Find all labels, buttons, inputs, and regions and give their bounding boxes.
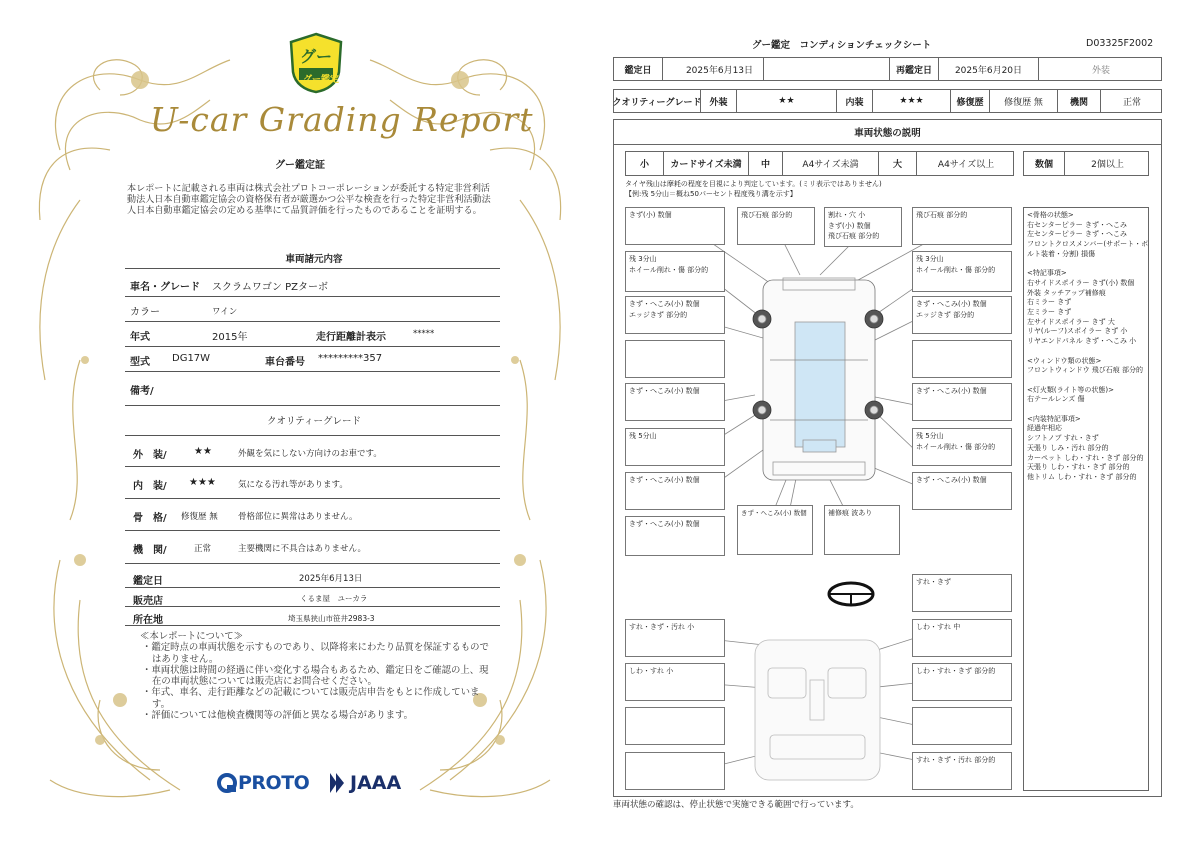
date-label: 鑑定日 [133, 576, 163, 587]
svg-text:グー: グー [299, 47, 333, 66]
legend-large-desc: A4サイズ以上 [916, 152, 1015, 175]
note-box-interior-front-right: しわ・すれ 中 [912, 619, 1012, 657]
legend-small-desc: カードサイズ未満 [663, 152, 748, 175]
proto-logo: PROTO [238, 772, 310, 794]
interior-desc: 気になる汚れ等があります。 [238, 480, 348, 490]
redate-tag: 外装 [1038, 58, 1163, 80]
note-item: ・車両状態は時間の経過に伴い変化する場合もあるため、鑑定日をご確認の上、現在の車両状態については販売店にお問合せください。 [142, 664, 489, 688]
certificate-body: 本レポートに記載される車両は株式会社プロトコーポレーションが委託する特定非営利活動法人日本自動車鑑定協会の資格保有者が厳選かつ公平な検査を行った特定非営利活動法人日本自動車鑑定協会の定める基準にて品質評価を行ったものであることを証明する。 [127, 184, 491, 216]
date-value: 2025年6月13日 [662, 58, 776, 80]
note-box-fender-left: きず・へこみ(小) 数個 エッジきず 部分的 [625, 296, 725, 334]
divider [125, 371, 500, 372]
side-note-line: フロントクロスメンバー(サポート・ボ [1027, 240, 1149, 249]
divider [125, 466, 500, 467]
exterior-label: 外 装/ [133, 450, 167, 461]
model-value: DG17W [172, 353, 211, 364]
year-value: 2015年 [212, 332, 248, 343]
note-item: ・年式、車名、走行距離などの記載については販売店申告をもとに作成しています。 [142, 687, 480, 710]
note-box-tire-front-left: 残 3分山 ホイール削れ・傷 部分的 [625, 251, 725, 292]
size-legend [625, 151, 1014, 176]
divider [125, 625, 500, 626]
divider [613, 144, 1162, 145]
note-box-blank [625, 340, 725, 378]
section-title: 車両状態の説明 [854, 128, 921, 139]
engine-label: 機 関/ [133, 545, 167, 556]
legend-medium-desc: A4サイズ未満 [782, 152, 878, 175]
dealer-value: くるま屋 ユーカラ [300, 594, 368, 603]
tire-example: 【例:残 5分山＝概ね50パーセント程度残り溝を示す】 [625, 190, 797, 198]
divider [125, 321, 500, 322]
note-box-rear-bumper: きず・へこみ(小) 数個 [737, 505, 813, 555]
interior-stars: ★★★ [189, 477, 216, 488]
dealer-label: 販売店 [133, 596, 163, 607]
spec-section-title: 車両諸元内容 [285, 254, 343, 265]
sheet-footer: 車両状態の確認は、停止状態で実施できる範囲で行っています。 [613, 800, 859, 810]
divider [125, 530, 500, 531]
divider [125, 405, 500, 406]
car-value: スクラムワゴン PZターボ [212, 282, 328, 293]
side-note-line: 外装 タッチアップ補修痕 [1027, 288, 1106, 297]
note-box-interior-front-left: すれ・きず・汚れ 小 [625, 619, 725, 657]
count-legend [1023, 151, 1149, 176]
note-box-tire-rear-right: 残 5分山 ホイール削れ・傷 部分的 [912, 428, 1012, 466]
note-box-front-right: 飛び石痕 部分的 [912, 207, 1012, 245]
divider [125, 498, 500, 499]
note-box-tire-rear-left: 残 5分山 [625, 428, 725, 466]
report-notes [140, 631, 490, 721]
side-note-line: 天張り しわ・すれ・きず 部分的 [1027, 463, 1130, 472]
side-note-line: 右ミラー きず [1027, 298, 1072, 307]
note-box-blank [625, 707, 725, 745]
note-box-blank [625, 752, 725, 790]
note-box-fender-right: きず・へこみ(小) 数個 エッジきず 部分的 [912, 296, 1012, 334]
exterior-stars: ★★ [194, 446, 212, 457]
note-box-steering: すれ・きず [912, 574, 1012, 612]
legend-count: 数個 [1034, 160, 1053, 170]
note-box-tire-front-right: 残 3分山 ホイール削れ・傷 部分的 [912, 251, 1012, 292]
note-box-interior-rear-right: すれ・きず・汚れ 部分的 [912, 752, 1012, 790]
mileage-value: ***** [413, 329, 435, 339]
engine-value: 正常 [1100, 90, 1163, 112]
divider [125, 296, 500, 297]
certificate-title: グー鑑定証 [275, 160, 325, 171]
note-box-front-window: 飛び石痕 部分的 [737, 207, 815, 245]
steering-wheel-icon [829, 583, 873, 605]
date-label: 鑑定日 [624, 65, 652, 76]
model-label: 型式 [130, 357, 150, 368]
side-note-line: 左センターピラー きず・へこみ [1027, 230, 1127, 239]
note-item: ・評価については他検査機関等の評価と異なる場合があります。 [142, 710, 413, 722]
ext-value: ★★ [736, 90, 836, 112]
date-row [613, 57, 1162, 81]
repair-label: 修復歴 [950, 90, 989, 112]
engine-label: 機関 [1057, 90, 1100, 112]
grade-label: クオリティーグレード [612, 97, 702, 108]
note-box-front-bumper: 割れ・穴 小 きず(小) 数個 飛び石痕 部分的 [824, 207, 902, 247]
note-box-blank [912, 707, 1012, 745]
side-note-line: 右サイドスポイラー きず(小) 数個 [1027, 278, 1135, 287]
quality-title: クオリティーグレード [266, 416, 362, 427]
address-value: 埼玉県狭山市笹井2983-3 [288, 614, 375, 623]
mileage-label: 走行距離計表示 [316, 332, 386, 343]
chassis-label: 車台番号 [265, 357, 305, 368]
side-note-line: <骨格の状態> [1027, 211, 1074, 219]
car-label: 車名・グレード [130, 282, 200, 293]
side-note-line: <内装特記事項> [1027, 414, 1081, 423]
side-note-line: 経過年相応 [1027, 424, 1062, 433]
engine-value: 正常 [194, 544, 212, 554]
note-box-door-right: きず・へこみ(小) 数個 [912, 383, 1012, 421]
side-note-line: ルト装着・分割) 損傷 [1027, 249, 1095, 258]
legend-small: 小 [639, 160, 649, 170]
legend-medium: 中 [748, 152, 782, 175]
remarks-label: 備考/ [130, 386, 154, 397]
int-value: ★★★ [872, 90, 950, 112]
year-label: 年式 [130, 332, 150, 343]
frame-label: 骨 格/ [133, 513, 167, 524]
jaaa-logo: JAAA [350, 772, 402, 794]
note-box-door-left: きず・へこみ(小) 数個 [625, 383, 725, 421]
side-note-line: 左ミラー きず [1027, 308, 1072, 316]
sheet-title: グー鑑定 コンディションチェックシート [752, 40, 932, 51]
proto-logo-icon [216, 772, 238, 794]
color-value: ワイン [212, 307, 238, 317]
redate-value: 2025年6月20日 [938, 58, 1038, 80]
tire-note: タイヤ残山は摩耗の程度を目視により判定しています。(ミリ表示ではありません) [625, 180, 882, 188]
side-note-line: <特記事項> [1027, 269, 1067, 278]
divider [125, 435, 500, 436]
divider [125, 346, 500, 347]
document-id: D03325F2002 [1086, 38, 1154, 49]
note-box-front-left: きず(小) 数個 [625, 207, 725, 245]
note-box-rear-left-lower: きず・へこみ(小) 数個 [625, 516, 725, 556]
chassis-value: *********357 [318, 353, 383, 364]
grade-row [613, 89, 1162, 113]
divider [125, 268, 500, 269]
frame-desc: 骨格部位に異常はありません。 [238, 512, 358, 522]
side-note-line: 右テールレンズ 傷 [1027, 395, 1085, 404]
jaaa-logo-icon [328, 771, 346, 795]
address-label: 所在地 [133, 615, 163, 626]
engine-desc: 主要機関に不具合はありません。 [238, 544, 367, 554]
side-note-line: フロントウィンドウ 飛び石痕 部分的 [1027, 366, 1144, 375]
side-note-line: シフトノブ すれ・きず [1027, 434, 1099, 443]
color-label: カラー [130, 307, 160, 318]
side-note-line: 天張り しみ・汚れ 部分的 [1027, 443, 1109, 452]
legend-count-desc: 2個以上 [1064, 152, 1150, 175]
note-item: ・鑑定時点の車両状態を示すものであり、以降将来にわたり品質を保証するものではありません。 [142, 642, 489, 665]
side-note-line: <灯火類(ライト等の状態)> [1027, 385, 1114, 394]
notes-title: ≪本レポートについて≫ [140, 631, 243, 642]
report-script-title: U-car Grading Report [150, 100, 534, 139]
note-box-rear-left: きず・へこみ(小) 数個 [625, 472, 725, 510]
side-note-line: 右センターピラー きず・へこみ [1027, 220, 1127, 229]
side-note-line: リヤエンドパネル きず・へこみ 小 [1027, 337, 1137, 346]
divider [125, 587, 500, 588]
divider [125, 606, 500, 607]
note-box-interior-mid-right: しわ・すれ・きず 部分的 [912, 663, 1012, 701]
blank-cell [763, 58, 889, 80]
note-box-blank [912, 340, 1012, 378]
note-box-rear-right: きず・へこみ(小) 数個 [912, 472, 1012, 510]
note-box-interior-mid-left: しわ・すれ 小 [625, 663, 725, 701]
frame-value: 修復歴 無 [181, 512, 218, 522]
note-box-rear-panel: 補修痕 波あり [824, 505, 900, 555]
badge-label: グー鑑定 [303, 75, 340, 85]
side-note-line: リヤ(ルーフ)スポイラー きず 小 [1027, 327, 1128, 336]
divider [125, 563, 500, 564]
side-note-line: 他トリム しわ・すれ・きず 部分的 [1027, 472, 1137, 481]
int-label: 内装 [836, 90, 872, 112]
date-value: 2025年6月13日 [299, 574, 363, 584]
side-note-line: <ウィンドウ類の状態> [1027, 356, 1102, 365]
redate-label: 再鑑定日 [889, 58, 938, 80]
side-note-line: カーペット しわ・すれ・きず 部分的 [1027, 453, 1144, 462]
legend-large: 大 [878, 152, 916, 175]
repair-value: 修復歴 無 [989, 90, 1057, 112]
side-note-line: 左サイドスポイラー きず 大 [1027, 317, 1115, 326]
ext-label: 外装 [700, 90, 736, 112]
exterior-desc: 外観を気にしない方向けのお車です。 [238, 449, 382, 459]
interior-label: 内 装/ [133, 481, 167, 492]
